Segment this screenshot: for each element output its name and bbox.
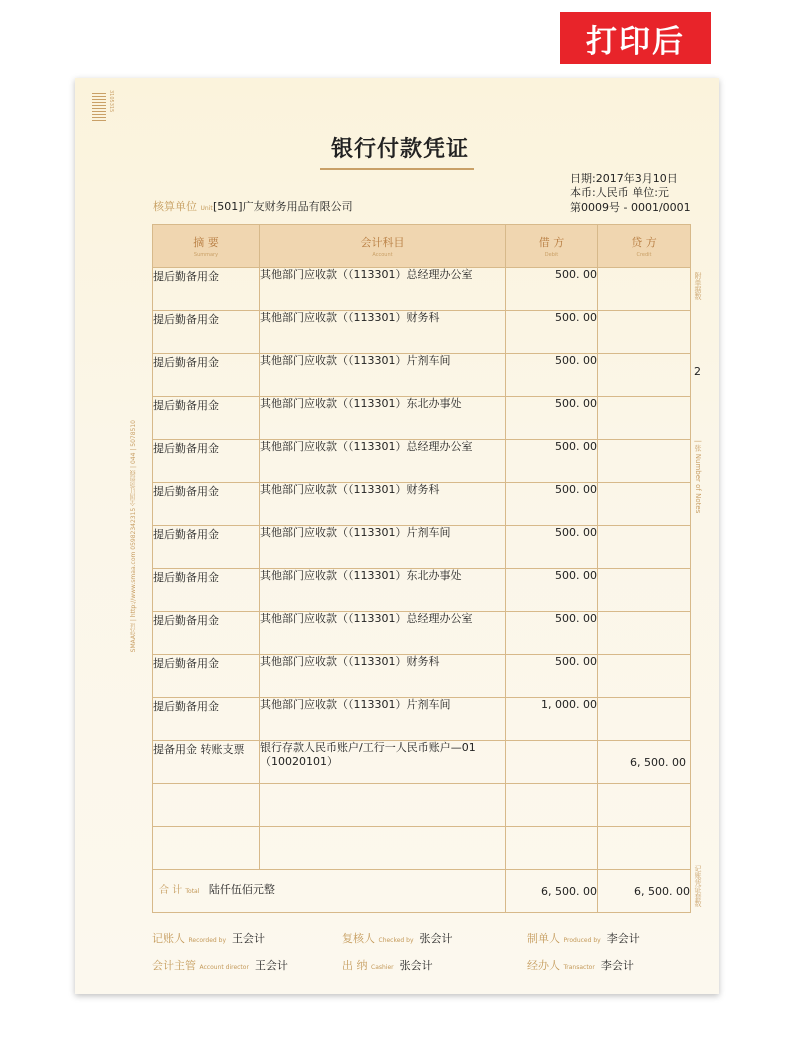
unit-value: [501]广友财务用品有限公司: [213, 200, 353, 213]
unit-label: 核算单位 Unit: [153, 200, 213, 213]
total-debit: 6, 500. 00: [506, 870, 598, 913]
account-cell: 其他部门应收款（（113301）片剂车间: [260, 354, 506, 397]
credit-cell: [598, 311, 691, 354]
table-row: [153, 268, 691, 311]
credit-cell: [598, 612, 691, 655]
table-row: [153, 526, 691, 569]
table-row: [153, 440, 691, 483]
account-cell: [260, 784, 506, 827]
account-cell: [260, 827, 506, 870]
credit-cell: [598, 397, 691, 440]
account-cell: 其他部门应收款（（113301）财务科: [260, 655, 506, 698]
credit-cell: [598, 827, 691, 870]
summary-cell: 提后勤备用金: [153, 440, 260, 483]
credit-cell: [598, 268, 691, 311]
summary-cell: 提后勤备用金: [153, 354, 260, 397]
header-account: 会计科目 Account: [260, 225, 506, 268]
summary-cell: 提后勤备用金: [153, 268, 260, 311]
summary-cell: 提后勤备用金: [153, 397, 260, 440]
summary-cell: 提备用金 转账支票: [153, 741, 260, 784]
debit-cell: 500. 00: [506, 612, 598, 655]
header-debit: 借 方 Debit: [506, 225, 598, 268]
header-summary: 摘 要 Summary: [153, 225, 260, 268]
attachments-label: 附单据数: [694, 272, 702, 300]
debit-cell: 500. 00: [506, 655, 598, 698]
debit-cell: [506, 784, 598, 827]
table-row: [153, 612, 691, 655]
summary-cell: [153, 784, 260, 827]
vendor-side-text: SMAA凭证 | http://www.smaa.com 05982342315 全国订货热线 | 044 | 5078510: [130, 420, 137, 653]
table-row: [153, 655, 691, 698]
barcode-icon: [92, 93, 106, 121]
credit-cell: [598, 784, 691, 827]
summary-cell: 提后勤备用金: [153, 698, 260, 741]
table-row: [153, 827, 691, 870]
summary-cell: [153, 827, 260, 870]
voucher-date: 日期:2017年3月10日: [570, 172, 678, 185]
account-cell: 其他部门应收款（（113301）片剂车间: [260, 526, 506, 569]
total-label: 合 计 Total: [159, 885, 200, 896]
debit-cell: 500. 00: [506, 526, 598, 569]
table-row: [153, 569, 691, 612]
debit-cell: 1, 000. 00: [506, 698, 598, 741]
table-row: [153, 784, 691, 827]
total-row: [153, 870, 691, 913]
summary-cell: 提后勤备用金: [153, 612, 260, 655]
debit-cell: [506, 741, 598, 784]
signature-recorder: 记账人 Recorded by 王会计: [152, 932, 265, 945]
total-credit: 6, 500. 00: [598, 870, 691, 913]
voucher-currency: 本币:人民币 单位:元: [570, 186, 669, 199]
account-cell: 银行存款人民币账户/工行一人民币账户—01（10020101）: [260, 741, 506, 784]
signature-transactor: 经办人 Transactor 李会计: [527, 959, 634, 972]
table-row: [153, 354, 691, 397]
print-after-badge: 打印后: [560, 12, 711, 64]
total-in-words: 陆仟伍佰元整: [208, 883, 275, 896]
account-cell: 其他部门应收款（（113301）财务科: [260, 483, 506, 526]
voucher-table: [152, 224, 691, 913]
credit-cell: [598, 526, 691, 569]
account-cell: 其他部门应收款（（113301）总经理办公室: [260, 612, 506, 655]
title-underline: [320, 168, 474, 170]
credit-cell: [598, 655, 691, 698]
table-row: [153, 311, 691, 354]
voucher-number: 第0009号 - 0001/0001: [570, 201, 691, 214]
table-row: [153, 698, 691, 741]
account-cell: 其他部门应收款（（113301）东北办事处: [260, 397, 506, 440]
voucher-sets-label: 记账凭证套数: [694, 865, 702, 907]
debit-cell: [506, 827, 598, 870]
total-cell: [153, 870, 506, 913]
credit-cell: 6, 500. 00: [598, 741, 691, 784]
barcode-number: 3105315: [108, 90, 114, 113]
credit-cell: [598, 440, 691, 483]
debit-cell: 500. 00: [506, 440, 598, 483]
summary-cell: 提后勤备用金: [153, 655, 260, 698]
table-row: [153, 397, 691, 440]
account-cell: 其他部门应收款（（113301）总经理办公室: [260, 440, 506, 483]
attachments-count: 2: [694, 365, 701, 378]
debit-cell: 500. 00: [506, 397, 598, 440]
signature-director: 会计主管 Account director 王会计: [152, 959, 288, 972]
number-of-notes-label: | 张 Number of Notes: [694, 440, 702, 514]
credit-cell: [598, 483, 691, 526]
table-row: [153, 483, 691, 526]
debit-cell: 500. 00: [506, 483, 598, 526]
table-header: [153, 225, 691, 268]
voucher-title: 银行付款凭证: [330, 137, 469, 162]
summary-cell: 提后勤备用金: [153, 569, 260, 612]
credit-cell: [598, 698, 691, 741]
credit-cell: [598, 569, 691, 612]
header-credit: 贷 方 Credit: [598, 225, 691, 268]
debit-cell: 500. 00: [506, 268, 598, 311]
account-cell: 其他部门应收款（（113301）东北办事处: [260, 569, 506, 612]
summary-cell: 提后勤备用金: [153, 526, 260, 569]
account-cell: 其他部门应收款（（113301）财务科: [260, 311, 506, 354]
account-cell: 其他部门应收款（（113301）总经理办公室: [260, 268, 506, 311]
debit-cell: 500. 00: [506, 354, 598, 397]
debit-cell: 500. 00: [506, 311, 598, 354]
summary-cell: 提后勤备用金: [153, 311, 260, 354]
signature-cashier: 出 纳 Cashier 张会计: [342, 959, 433, 972]
table-row: [153, 741, 691, 784]
signature-producer: 制单人 Produced by 李会计: [527, 932, 640, 945]
summary-cell: 提后勤备用金: [153, 483, 260, 526]
debit-cell: 500. 00: [506, 569, 598, 612]
account-cell: 其他部门应收款（（113301）片剂车间: [260, 698, 506, 741]
signature-checker: 复核人 Checked by 张会计: [342, 932, 453, 945]
credit-cell: [598, 354, 691, 397]
